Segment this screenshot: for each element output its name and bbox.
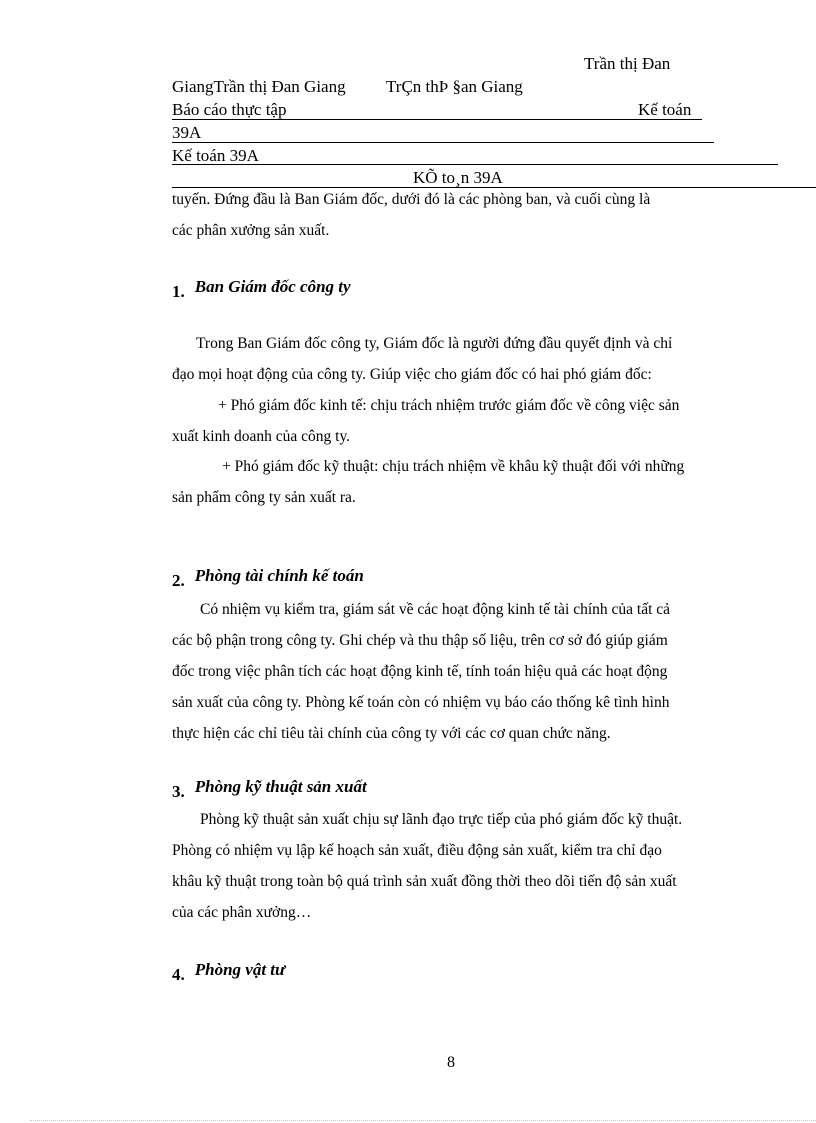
section-2-paragraph-1: [172, 594, 732, 749]
section-2-number: 2.: [172, 571, 185, 590]
header-line-4: 39A: [172, 123, 202, 142]
section-2-heading: [172, 566, 364, 590]
paragraph-line: đạo mọi hoạt động của công ty. Giúp việc cho giám đốc có hai phó giám đốc:: [172, 366, 652, 383]
page-number: 8: [447, 1054, 455, 1071]
section-1-paragraph-3: [172, 451, 732, 513]
section-3-number: 3.: [172, 782, 185, 801]
paragraph-line: + Phó giám đốc kinh tế: chịu trách nhiệm trước giám đốc về công việc sản: [218, 397, 680, 414]
header-rule-2: [172, 142, 714, 143]
header-line-2b: TrÇn thÞ §an Giang: [386, 77, 523, 96]
header-line-3-right: Kế toán: [638, 100, 692, 119]
section-3-title: Phòng kỹ thuật sản xuất: [194, 777, 367, 796]
section-4-number: 4.: [172, 965, 185, 984]
intro-line-2: các phân xưởng sản xuất.: [172, 222, 330, 239]
header-line-6: KÕ to¸n 39A: [413, 168, 503, 187]
intro-paragraph: [172, 184, 732, 246]
paragraph-line: các bộ phận trong công ty. Ghi chép và thu thập số liệu, trên cơ sở đó giúp giám: [172, 632, 668, 649]
paragraph-line: thực hiện các chỉ tiêu tài chính của công ty với các cơ quan chức năng.: [172, 725, 611, 742]
section-1-number: 1.: [172, 282, 185, 301]
paragraph-line: sản phẩm công ty sản xuất ra.: [172, 489, 356, 506]
section-1-heading: [172, 277, 351, 301]
paragraph-line: sản xuất của công ty. Phòng kế toán còn có nhiệm vụ báo cáo thống kê tình hình: [172, 694, 670, 711]
paragraph-line: Trong Ban Giám đốc công ty, Giám đốc là người đứng đầu quyết định và chỉ: [196, 335, 673, 352]
paragraph-line: khâu kỹ thuật trong toàn bộ quá trình sản xuất đồng thời theo dõi tiến độ sản xuất: [172, 873, 677, 890]
paragraph-line: xuất kinh doanh của công ty.: [172, 428, 351, 445]
intro-line-1: tuyến. Đứng đầu là Ban Giám đốc, dưới đó là các phòng ban, và cuối cùng là: [172, 191, 651, 208]
paragraph-line: + Phó giám đốc kỹ thuật: chịu trách nhiệm về khâu kỹ thuật đối với những: [222, 458, 685, 475]
section-3-heading: [172, 777, 367, 801]
header-line-3-left: Báo cáo thực tập: [172, 100, 287, 119]
paragraph-line: Phòng kỹ thuật sản xuất chịu sự lãnh đạo trực tiếp của phó giám đốc kỹ thuật.: [200, 811, 683, 828]
section-1-title: Ban Giám đốc công ty: [194, 277, 351, 296]
section-4-title: Phòng vật tư: [194, 960, 286, 979]
paragraph-line: của các phân xưởng…: [172, 904, 312, 921]
section-3-paragraph-1: [172, 804, 732, 928]
section-2-title: Phòng tài chính kế toán: [194, 566, 364, 585]
header-line-2a: GiangTrần thị Đan Giang: [172, 77, 346, 96]
section-1-paragraph-2: [172, 390, 732, 452]
header-line-5: Kế toán 39A: [172, 146, 259, 165]
section-1-paragraph-1: [172, 328, 732, 390]
paragraph-line: đốc trong việc phân tích các hoạt động kinh tế, tính toán hiệu quả các hoạt động: [172, 663, 668, 680]
header-rule-1: [172, 119, 702, 120]
paragraph-line: Phòng có nhiệm vụ lập kế hoạch sản xuất, điều động sản xuất, kiểm tra chỉ đạo: [172, 842, 662, 859]
header-line-1: Trần thị Đan: [584, 54, 671, 73]
paragraph-line: Có nhiệm vụ kiểm tra, giám sát về các hoạt động kinh tế tài chính của tất cả: [200, 601, 671, 618]
header-rule-3: [172, 164, 778, 165]
page-bottom-divider: [30, 1120, 816, 1121]
section-4-heading: [172, 960, 286, 984]
